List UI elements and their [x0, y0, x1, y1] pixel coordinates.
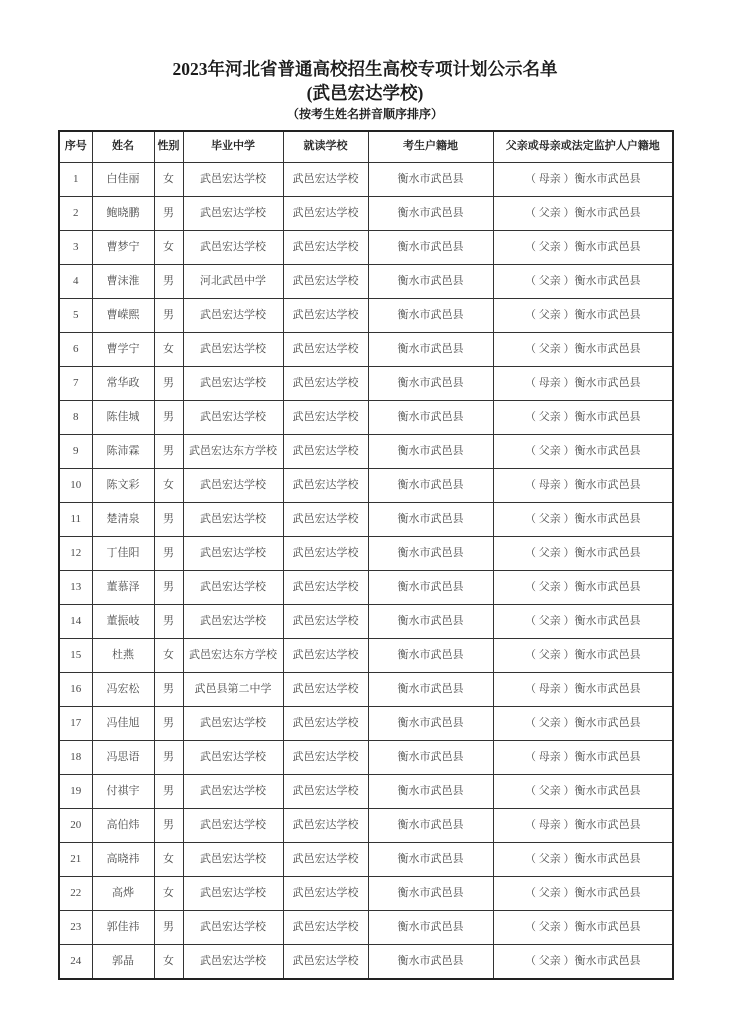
cell-candidate-registration: 衡水市武邑县: [368, 672, 493, 706]
table-row: [59, 774, 673, 808]
table-body: [59, 162, 673, 979]
cell-current-school: 武邑宏达学校: [283, 842, 368, 876]
cell-candidate-registration: 衡水市武邑县: [368, 502, 493, 536]
cell-guardian-registration: （ 父亲 ）衡水市武邑县: [493, 570, 673, 604]
cell-current-school: 武邑宏达学校: [283, 604, 368, 638]
cell-guardian-registration: （ 父亲 ）衡水市武邑县: [493, 332, 673, 366]
cell-middle-school: 武邑宏达学校: [183, 196, 283, 230]
cell-candidate-registration: 衡水市武邑县: [368, 876, 493, 910]
cell-candidate-registration: 衡水市武邑县: [368, 774, 493, 808]
cell-index: 2: [59, 196, 92, 230]
cell-name: 高烨: [92, 876, 154, 910]
cell-name: 丁佳阳: [92, 536, 154, 570]
table-row: [59, 366, 673, 400]
column-header: 父亲或母亲或法定监护人户籍地: [493, 131, 673, 163]
cell-middle-school: 武邑宏达学校: [183, 774, 283, 808]
table-row: [59, 638, 673, 672]
page-title: 2023年河北省普通高校招生高校专项计划公示名单: [172, 59, 558, 79]
cell-index: 18: [59, 740, 92, 774]
cell-gender: 女: [154, 842, 183, 876]
cell-gender: 男: [154, 434, 183, 468]
cell-middle-school: 武邑宏达学校: [183, 740, 283, 774]
cell-name: 陈佳城: [92, 400, 154, 434]
cell-guardian-registration: （ 母亲 ）衡水市武邑县: [493, 672, 673, 706]
cell-guardian-registration: （ 父亲 ）衡水市武邑县: [493, 502, 673, 536]
cell-gender: 男: [154, 604, 183, 638]
cell-name: 冯思语: [92, 740, 154, 774]
cell-candidate-registration: 衡水市武邑县: [368, 400, 493, 434]
cell-candidate-registration: 衡水市武邑县: [368, 944, 493, 979]
cell-index: 5: [59, 298, 92, 332]
table-row: [59, 910, 673, 944]
table-row: [59, 672, 673, 706]
column-header: 就读学校: [283, 131, 368, 163]
sort-order-note: （按考生姓名拼音顺序排序）: [286, 106, 443, 121]
column-header: 考生户籍地: [368, 131, 493, 163]
cell-name: 郭佳祎: [92, 910, 154, 944]
cell-candidate-registration: 衡水市武邑县: [368, 298, 493, 332]
cell-current-school: 武邑宏达学校: [283, 162, 368, 196]
cell-guardian-registration: （ 母亲 ）衡水市武邑县: [493, 468, 673, 502]
cell-gender: 男: [154, 502, 183, 536]
cell-candidate-registration: 衡水市武邑县: [368, 604, 493, 638]
cell-current-school: 武邑宏达学校: [283, 774, 368, 808]
cell-current-school: 武邑宏达学校: [283, 434, 368, 468]
cell-current-school: 武邑宏达学校: [283, 740, 368, 774]
column-header: 姓名: [92, 131, 154, 163]
cell-gender: 女: [154, 468, 183, 502]
cell-index: 3: [59, 230, 92, 264]
cell-index: 1: [59, 162, 92, 196]
table-row: [59, 298, 673, 332]
table-row: [59, 434, 673, 468]
table-row: [59, 944, 673, 979]
cell-index: 17: [59, 706, 92, 740]
cell-middle-school: 武邑宏达学校: [183, 944, 283, 979]
cell-guardian-registration: （ 父亲 ）衡水市武邑县: [493, 842, 673, 876]
cell-middle-school: 武邑宏达学校: [183, 706, 283, 740]
cell-current-school: 武邑宏达学校: [283, 876, 368, 910]
cell-candidate-registration: 衡水市武邑县: [368, 706, 493, 740]
cell-middle-school: 武邑宏达学校: [183, 230, 283, 264]
cell-middle-school: 武邑宏达学校: [183, 876, 283, 910]
cell-candidate-registration: 衡水市武邑县: [368, 536, 493, 570]
cell-middle-school: 武邑宏达学校: [183, 366, 283, 400]
cell-guardian-registration: （ 父亲 ）衡水市武邑县: [493, 706, 673, 740]
cell-index: 15: [59, 638, 92, 672]
cell-index: 24: [59, 944, 92, 979]
cell-guardian-registration: （ 父亲 ）衡水市武邑县: [493, 298, 673, 332]
cell-gender: 女: [154, 876, 183, 910]
cell-guardian-registration: （ 父亲 ）衡水市武邑县: [493, 604, 673, 638]
student-roster-table: [58, 130, 674, 980]
cell-index: 14: [59, 604, 92, 638]
cell-guardian-registration: （ 母亲 ）衡水市武邑县: [493, 366, 673, 400]
cell-middle-school: 武邑宏达学校: [183, 332, 283, 366]
cell-gender: 女: [154, 638, 183, 672]
cell-index: 19: [59, 774, 92, 808]
cell-gender: 男: [154, 400, 183, 434]
table-row: [59, 808, 673, 842]
cell-gender: 男: [154, 570, 183, 604]
cell-gender: 女: [154, 944, 183, 979]
cell-middle-school: 武邑宏达学校: [183, 842, 283, 876]
cell-middle-school: 武邑宏达学校: [183, 910, 283, 944]
table-row: [59, 468, 673, 502]
cell-candidate-registration: 衡水市武邑县: [368, 162, 493, 196]
table-row: [59, 740, 673, 774]
cell-current-school: 武邑宏达学校: [283, 536, 368, 570]
cell-name: 杜燕: [92, 638, 154, 672]
cell-current-school: 武邑宏达学校: [283, 366, 368, 400]
cell-gender: 男: [154, 706, 183, 740]
cell-gender: 男: [154, 196, 183, 230]
cell-name: 曹嵘熙: [92, 298, 154, 332]
cell-index: 6: [59, 332, 92, 366]
cell-name: 高晓祎: [92, 842, 154, 876]
cell-index: 21: [59, 842, 92, 876]
cell-index: 12: [59, 536, 92, 570]
table-row: [59, 876, 673, 910]
cell-current-school: 武邑宏达学校: [283, 808, 368, 842]
cell-gender: 男: [154, 672, 183, 706]
cell-guardian-registration: （ 母亲 ）衡水市武邑县: [493, 808, 673, 842]
cell-index: 7: [59, 366, 92, 400]
cell-name: 常华政: [92, 366, 154, 400]
cell-candidate-registration: 衡水市武邑县: [368, 910, 493, 944]
cell-index: 20: [59, 808, 92, 842]
cell-candidate-registration: 衡水市武邑县: [368, 570, 493, 604]
cell-gender: 女: [154, 230, 183, 264]
cell-current-school: 武邑宏达学校: [283, 944, 368, 979]
cell-index: 16: [59, 672, 92, 706]
cell-name: 付祺宇: [92, 774, 154, 808]
cell-current-school: 武邑宏达学校: [283, 264, 368, 298]
cell-middle-school: 武邑宏达东方学校: [183, 638, 283, 672]
cell-guardian-registration: （ 父亲 ）衡水市武邑县: [493, 400, 673, 434]
cell-guardian-registration: （ 父亲 ）衡水市武邑县: [493, 264, 673, 298]
cell-name: 曹沫淮: [92, 264, 154, 298]
cell-gender: 男: [154, 910, 183, 944]
cell-candidate-registration: 衡水市武邑县: [368, 638, 493, 672]
table-row: [59, 706, 673, 740]
cell-middle-school: 武邑宏达东方学校: [183, 434, 283, 468]
cell-gender: 女: [154, 162, 183, 196]
cell-index: 13: [59, 570, 92, 604]
cell-index: 22: [59, 876, 92, 910]
cell-name: 楚清泉: [92, 502, 154, 536]
column-header: 毕业中学: [183, 131, 283, 163]
cell-guardian-registration: （ 父亲 ）衡水市武邑县: [493, 434, 673, 468]
table-row: [59, 332, 673, 366]
table-row: [59, 842, 673, 876]
cell-candidate-registration: 衡水市武邑县: [368, 366, 493, 400]
cell-middle-school: 武邑宏达学校: [183, 162, 283, 196]
cell-name: 鲍晓鹏: [92, 196, 154, 230]
cell-middle-school: 武邑宏达学校: [183, 536, 283, 570]
table-row: [59, 536, 673, 570]
column-header: 性别: [154, 131, 183, 163]
cell-name: 董振岐: [92, 604, 154, 638]
table-row: [59, 264, 673, 298]
cell-gender: 男: [154, 740, 183, 774]
cell-current-school: 武邑宏达学校: [283, 672, 368, 706]
cell-guardian-registration: （ 母亲 ）衡水市武邑县: [493, 740, 673, 774]
cell-index: 4: [59, 264, 92, 298]
cell-name: 曹梦宁: [92, 230, 154, 264]
cell-gender: 男: [154, 298, 183, 332]
cell-middle-school: 武邑县第二中学: [183, 672, 283, 706]
cell-current-school: 武邑宏达学校: [283, 196, 368, 230]
cell-candidate-registration: 衡水市武邑县: [368, 468, 493, 502]
cell-gender: 男: [154, 536, 183, 570]
cell-index: 11: [59, 502, 92, 536]
cell-middle-school: 武邑宏达学校: [183, 808, 283, 842]
cell-index: 9: [59, 434, 92, 468]
cell-middle-school: 武邑宏达学校: [183, 502, 283, 536]
cell-middle-school: 武邑宏达学校: [183, 604, 283, 638]
cell-name: 曹学宁: [92, 332, 154, 366]
cell-name: 陈沛霖: [92, 434, 154, 468]
cell-gender: 女: [154, 332, 183, 366]
cell-candidate-registration: 衡水市武邑县: [368, 808, 493, 842]
table-row: [59, 502, 673, 536]
cell-candidate-registration: 衡水市武邑县: [368, 434, 493, 468]
cell-candidate-registration: 衡水市武邑县: [368, 230, 493, 264]
cell-name: 白佳丽: [92, 162, 154, 196]
cell-current-school: 武邑宏达学校: [283, 570, 368, 604]
cell-gender: 男: [154, 808, 183, 842]
cell-name: 高伯炜: [92, 808, 154, 842]
cell-candidate-registration: 衡水市武邑县: [368, 842, 493, 876]
cell-middle-school: 河北武邑中学: [183, 264, 283, 298]
cell-current-school: 武邑宏达学校: [283, 706, 368, 740]
cell-current-school: 武邑宏达学校: [283, 638, 368, 672]
cell-guardian-registration: （ 父亲 ）衡水市武邑县: [493, 196, 673, 230]
cell-guardian-registration: （ 父亲 ）衡水市武邑县: [493, 910, 673, 944]
cell-middle-school: 武邑宏达学校: [183, 400, 283, 434]
table-row: [59, 162, 673, 196]
cell-name: 郭晶: [92, 944, 154, 979]
table-row: [59, 230, 673, 264]
cell-current-school: 武邑宏达学校: [283, 468, 368, 502]
cell-current-school: 武邑宏达学校: [283, 910, 368, 944]
cell-guardian-registration: （ 父亲 ）衡水市武邑县: [493, 774, 673, 808]
cell-middle-school: 武邑宏达学校: [183, 468, 283, 502]
cell-middle-school: 武邑宏达学校: [183, 298, 283, 332]
table-row: [59, 196, 673, 230]
cell-index: 23: [59, 910, 92, 944]
cell-name: 董慕泽: [92, 570, 154, 604]
cell-candidate-registration: 衡水市武邑县: [368, 196, 493, 230]
cell-candidate-registration: 衡水市武邑县: [368, 740, 493, 774]
cell-guardian-registration: （ 父亲 ）衡水市武邑县: [493, 230, 673, 264]
table-row: [59, 570, 673, 604]
cell-name: 冯宏松: [92, 672, 154, 706]
cell-name: 陈文彩: [92, 468, 154, 502]
cell-gender: 男: [154, 774, 183, 808]
cell-candidate-registration: 衡水市武邑县: [368, 264, 493, 298]
page-subtitle-school: (武邑宏达学校): [306, 82, 424, 103]
cell-gender: 男: [154, 264, 183, 298]
cell-middle-school: 武邑宏达学校: [183, 570, 283, 604]
cell-index: 10: [59, 468, 92, 502]
table-row: [59, 400, 673, 434]
table-header-row: [59, 131, 673, 163]
cell-candidate-registration: 衡水市武邑县: [368, 332, 493, 366]
cell-current-school: 武邑宏达学校: [283, 230, 368, 264]
cell-index: 8: [59, 400, 92, 434]
cell-current-school: 武邑宏达学校: [283, 502, 368, 536]
cell-name: 冯佳旭: [92, 706, 154, 740]
cell-guardian-registration: （ 父亲 ）衡水市武邑县: [493, 876, 673, 910]
cell-gender: 男: [154, 366, 183, 400]
column-header: 序号: [59, 131, 92, 163]
cell-current-school: 武邑宏达学校: [283, 298, 368, 332]
table-row: [59, 604, 673, 638]
cell-guardian-registration: （ 父亲 ）衡水市武邑县: [493, 638, 673, 672]
cell-guardian-registration: （ 父亲 ）衡水市武邑县: [493, 944, 673, 979]
cell-current-school: 武邑宏达学校: [283, 332, 368, 366]
cell-guardian-registration: （ 父亲 ）衡水市武邑县: [493, 536, 673, 570]
cell-current-school: 武邑宏达学校: [283, 400, 368, 434]
cell-guardian-registration: （ 母亲 ）衡水市武邑县: [493, 162, 673, 196]
